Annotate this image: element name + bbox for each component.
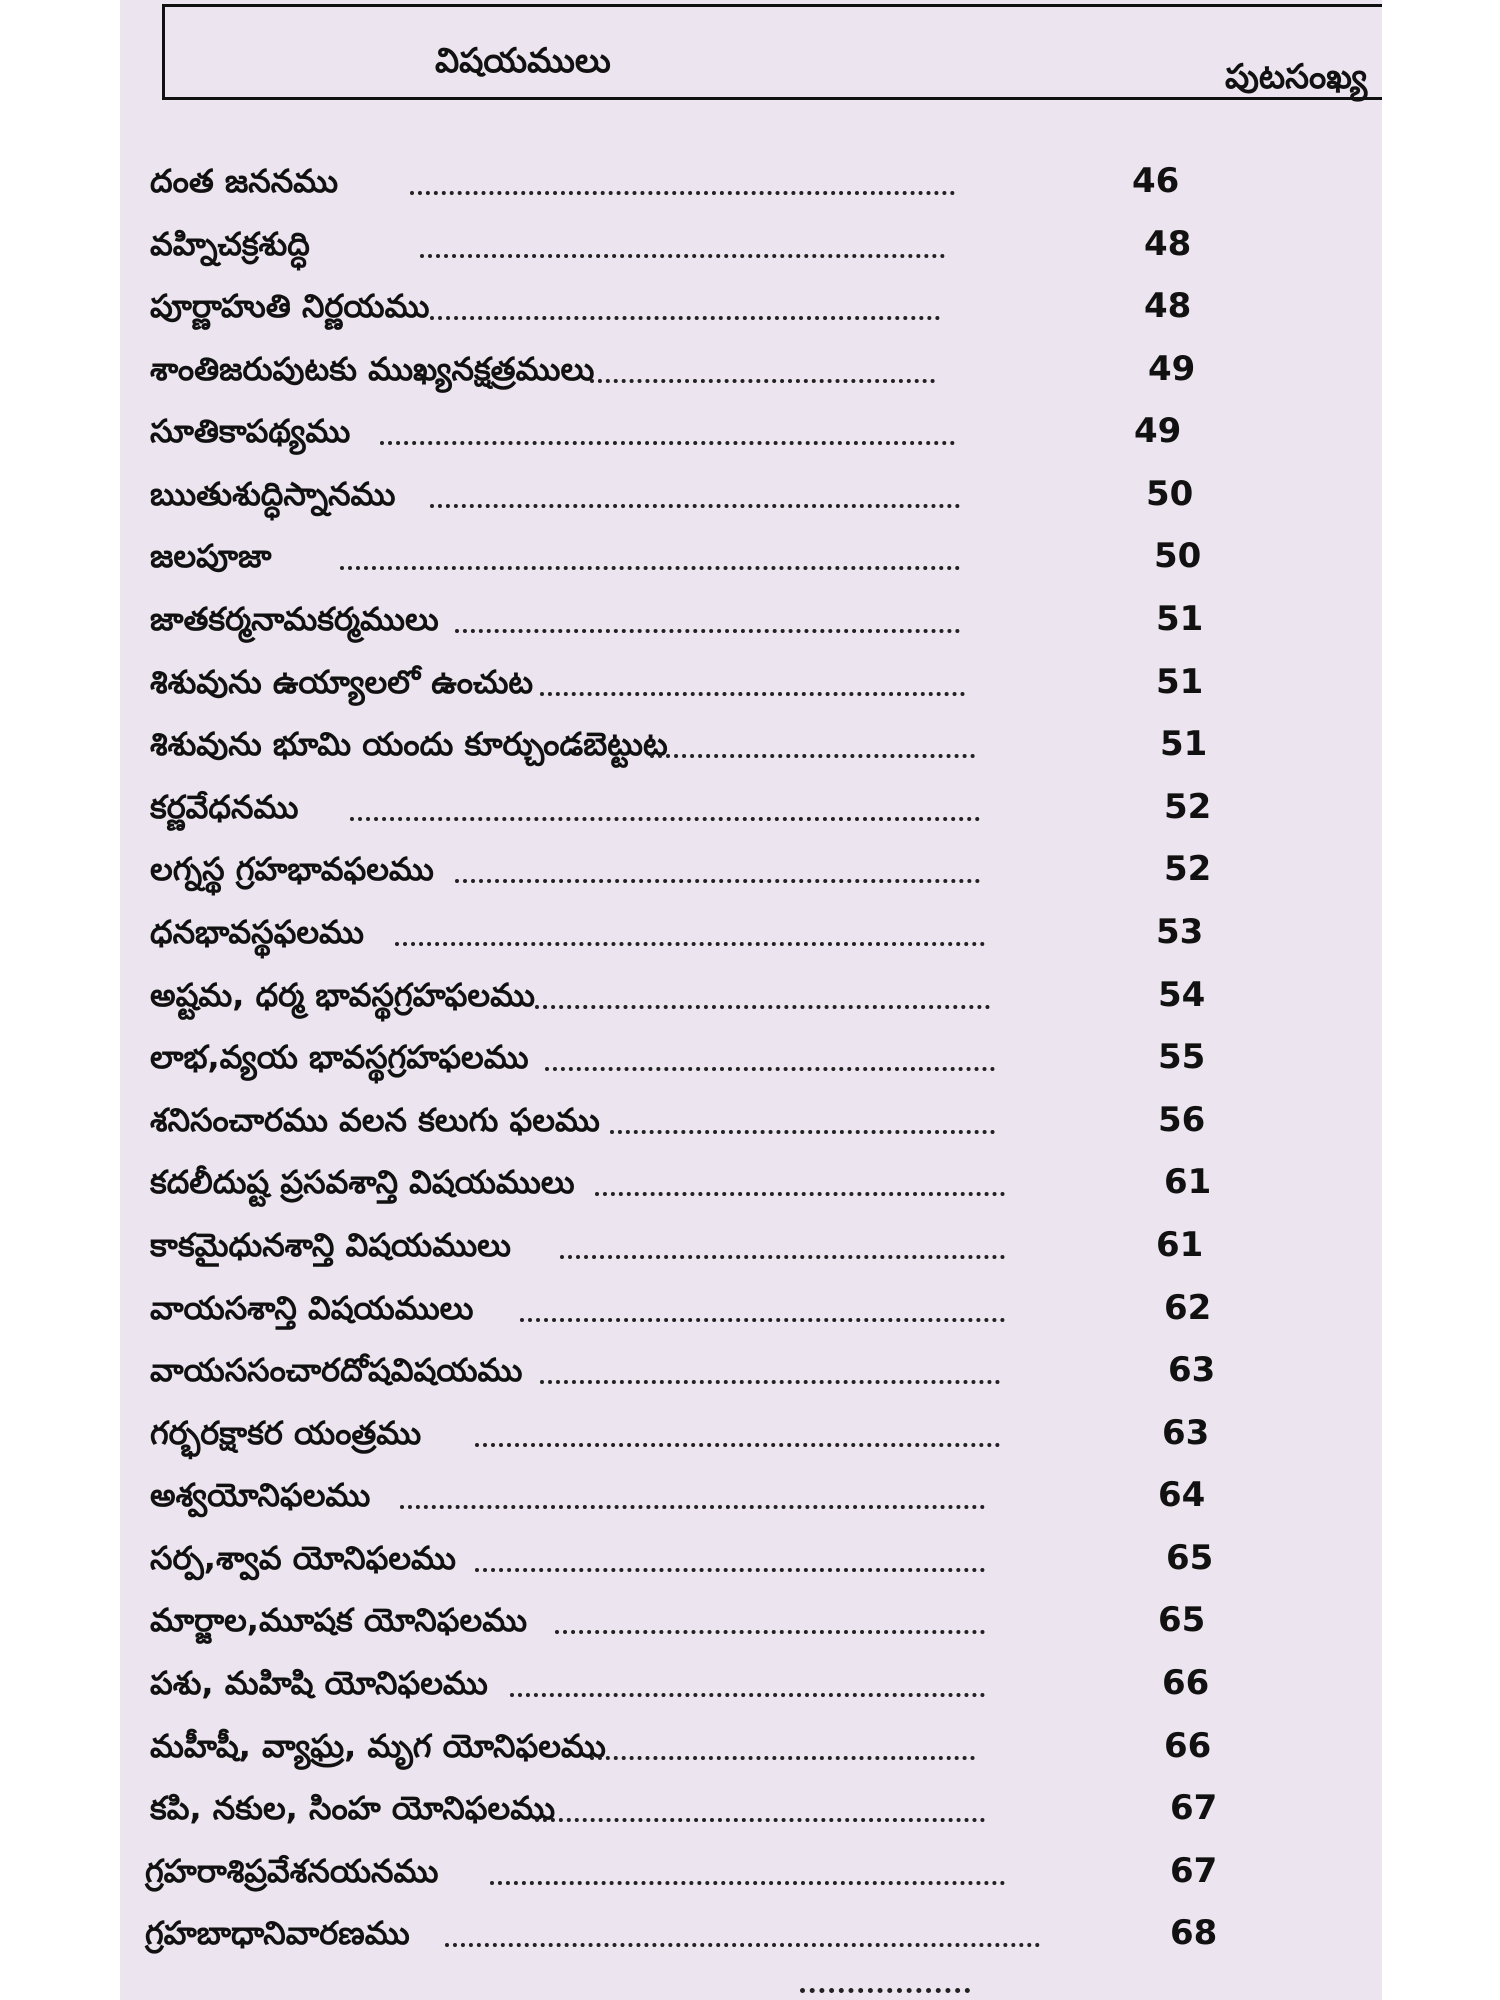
toc-entry-page-number: 50 bbox=[1146, 474, 1194, 514]
toc-leader-dots bbox=[535, 1001, 990, 1009]
toc-entry-page-number: 55 bbox=[1158, 1037, 1206, 1077]
toc-entry bbox=[120, 536, 1382, 602]
toc-entry bbox=[120, 975, 1382, 1041]
toc-entry bbox=[120, 1037, 1382, 1103]
toc-leader-dots bbox=[475, 1439, 1000, 1447]
toc-entry-title: సూతికాపథ్యము bbox=[150, 412, 351, 450]
toc-entry-page-number: 49 bbox=[1148, 349, 1196, 389]
toc-leader-dots bbox=[535, 1814, 985, 1822]
toc-entry-page-number: 51 bbox=[1156, 599, 1204, 639]
toc-entry-page-number: 66 bbox=[1164, 1726, 1212, 1766]
toc-entry-title: లాభ,వ్యయ భావస్థగ్రహఫలము bbox=[150, 1038, 529, 1076]
toc-entry-page-number: 64 bbox=[1158, 1475, 1206, 1515]
toc-entry-title: శాంతిజరుపుటకు ముఖ్యనక్షత్రములు bbox=[150, 350, 595, 388]
toc-entry-title: పశు, మహిషి యోనిఫలము bbox=[150, 1664, 488, 1702]
toc-entry-page-number: 54 bbox=[1158, 975, 1206, 1015]
toc-leader-dots bbox=[540, 1376, 1000, 1384]
toc-leader-dots bbox=[610, 1126, 995, 1134]
toc-entry-title: కాకమైధునశాన్తి విషయములు bbox=[150, 1226, 511, 1264]
toc-entry bbox=[120, 1913, 1382, 1979]
toc-entry bbox=[120, 1225, 1382, 1291]
toc-leader-dots bbox=[350, 813, 980, 821]
toc-entry-title: దంత జననము bbox=[150, 162, 339, 200]
toc-entry-title: జాతకర్మనామకర్మములు bbox=[150, 600, 439, 638]
toc-entry-title: జలపూజా bbox=[150, 537, 272, 575]
toc-leader-dots bbox=[430, 312, 940, 320]
toc-entry-title: వాయససంచారదోషవిషయము bbox=[150, 1351, 523, 1389]
toc-leader-dots bbox=[555, 1626, 985, 1634]
toc-entry bbox=[120, 662, 1382, 728]
toc-entry-title: మార్జాల,మూషక యోనిఫలము bbox=[150, 1601, 528, 1639]
toc-entry bbox=[120, 1851, 1382, 1917]
toc-entry-title: కపి, నకుల, సింహ యోనిఫలము bbox=[150, 1789, 556, 1827]
book-page bbox=[120, 0, 1382, 2000]
toc-entry bbox=[120, 1162, 1382, 1228]
toc-leader-dots bbox=[380, 437, 955, 445]
toc-leader-dots bbox=[340, 562, 960, 570]
toc-entry-page-number: 48 bbox=[1144, 286, 1192, 326]
toc-entry-title: కర్ణవేధనము bbox=[150, 788, 299, 826]
toc-entry-title: శనిసంచారము వలన కలుగు ఫలము bbox=[150, 1101, 600, 1139]
toc-entry-title: అశ్వయోనిఫలము bbox=[150, 1476, 371, 1514]
toc-entry bbox=[120, 724, 1382, 790]
toc-entry bbox=[120, 1288, 1382, 1354]
toc-entry-page-number: 65 bbox=[1158, 1600, 1206, 1640]
table-of-contents bbox=[120, 0, 1382, 2000]
toc-entry-page-number: 51 bbox=[1156, 662, 1204, 702]
toc-leader-dots bbox=[445, 1939, 1040, 1947]
toc-leader-dots bbox=[455, 625, 960, 633]
toc-leader-dots bbox=[590, 1752, 975, 1760]
toc-entry bbox=[120, 224, 1382, 290]
toc-entry-title: శిశువును ఉయ్యాలలో ఉంచుట bbox=[150, 663, 534, 701]
toc-entry-title: గ్రహరాశిప్రవేశనయనము bbox=[145, 1852, 439, 1890]
toc-entry-page-number: 62 bbox=[1164, 1288, 1212, 1328]
toc-leader-dots bbox=[540, 688, 965, 696]
toc-entry bbox=[120, 411, 1382, 477]
toc-entry bbox=[120, 1663, 1382, 1729]
toc-entry-page-number: 63 bbox=[1168, 1350, 1216, 1390]
toc-entry-page-number: 56 bbox=[1158, 1100, 1206, 1140]
toc-leader-dots bbox=[400, 1501, 985, 1509]
toc-entry-page-number: 63 bbox=[1162, 1413, 1210, 1453]
toc-entry-title: మహీషీ, వ్యాఘ్ర, మృగ యోనిఫలము bbox=[150, 1727, 606, 1765]
toc-entry-title: అష్టమ, ధర్మ భావస్థగ్రహఫలము bbox=[150, 976, 535, 1014]
toc-entry-title: గ్రహబాధానివారణము bbox=[145, 1914, 410, 1952]
toc-entry-title: లగ్నస్థ గ్రహభావఫలము bbox=[150, 850, 434, 888]
toc-entry-page-number: 50 bbox=[1154, 536, 1202, 576]
toc-entry bbox=[120, 349, 1382, 415]
toc-leader-dots bbox=[590, 375, 935, 383]
toc-entry-title: సర్ప,శ్వావ యోనిఫలము bbox=[150, 1539, 456, 1577]
toc-entry bbox=[120, 599, 1382, 665]
toc-entry bbox=[120, 286, 1382, 352]
toc-entry-page-number: 66 bbox=[1162, 1663, 1210, 1703]
toc-entry bbox=[120, 849, 1382, 915]
toc-leader-dots bbox=[520, 1314, 1005, 1322]
toc-entry-page-number: 52 bbox=[1164, 787, 1212, 827]
toc-entry bbox=[120, 1100, 1382, 1166]
toc-leader-dots bbox=[455, 875, 980, 883]
toc-leader-dots bbox=[420, 250, 945, 258]
toc-leader-dots bbox=[490, 1877, 1005, 1885]
toc-entry-page-number: 67 bbox=[1170, 1788, 1218, 1828]
toc-entry bbox=[120, 1475, 1382, 1541]
toc-leader-dots bbox=[430, 500, 960, 508]
toc-entry-page-number: 61 bbox=[1164, 1162, 1212, 1202]
toc-entry-page-number: 49 bbox=[1134, 411, 1182, 451]
toc-entry bbox=[120, 787, 1382, 853]
toc-leader-dots bbox=[410, 187, 955, 195]
toc-entry-title: ధనభావస్థఫలము bbox=[150, 913, 364, 951]
toc-entry bbox=[120, 1350, 1382, 1416]
toc-entry-title: పూర్ణాహుతి నిర్ణయము bbox=[150, 287, 430, 325]
toc-entry bbox=[120, 474, 1382, 540]
toc-leader-dots bbox=[395, 938, 985, 946]
toc-leader-dots bbox=[545, 1063, 995, 1071]
toc-leader-dots bbox=[650, 750, 975, 758]
toc-entry bbox=[120, 912, 1382, 978]
toc-entry-page-number: 68 bbox=[1170, 1913, 1218, 1953]
toc-leader-dots bbox=[560, 1251, 1005, 1259]
toc-entry-page-number: 53 bbox=[1156, 912, 1204, 952]
footer-ornament bbox=[800, 1988, 970, 2000]
toc-entry-title: వాయసశాన్తి విషయములు bbox=[150, 1289, 474, 1327]
toc-entry-page-number: 48 bbox=[1144, 224, 1192, 264]
header-subjects: విషయములు bbox=[435, 41, 611, 81]
toc-entry bbox=[120, 1538, 1382, 1604]
toc-entry bbox=[120, 1600, 1382, 1666]
toc-entry bbox=[120, 161, 1382, 227]
toc-entry-title: కదలీదుష్ట ప్రసవశాన్తి విషయములు bbox=[150, 1163, 575, 1201]
toc-entry-title: గర్భరక్షాకర యంత్రము bbox=[150, 1414, 422, 1452]
toc-entry bbox=[120, 1413, 1382, 1479]
toc-entry-title: ఋతుశుద్ధిస్నానము bbox=[150, 475, 396, 513]
toc-entry-title: వహ్నిచక్రశుద్ధి bbox=[150, 225, 310, 263]
toc-leader-dots bbox=[595, 1188, 1005, 1196]
toc-entry-page-number: 51 bbox=[1160, 724, 1208, 764]
toc-leader-dots bbox=[475, 1564, 985, 1572]
toc-entry-page-number: 65 bbox=[1166, 1538, 1214, 1578]
toc-entry-page-number: 67 bbox=[1170, 1851, 1218, 1891]
header-page-number: పుటసంఖ్య bbox=[1225, 57, 1368, 97]
toc-leader-dots bbox=[510, 1689, 985, 1697]
toc-entry-title: శిశువును భూమి యందు కూర్చుండబెట్టుట bbox=[150, 725, 668, 763]
toc-entry bbox=[120, 1788, 1382, 1854]
toc-entry bbox=[120, 1726, 1382, 1792]
toc-entry-page-number: 61 bbox=[1156, 1225, 1204, 1265]
toc-entry-page-number: 46 bbox=[1132, 161, 1180, 201]
toc-entry-page-number: 52 bbox=[1164, 849, 1212, 889]
